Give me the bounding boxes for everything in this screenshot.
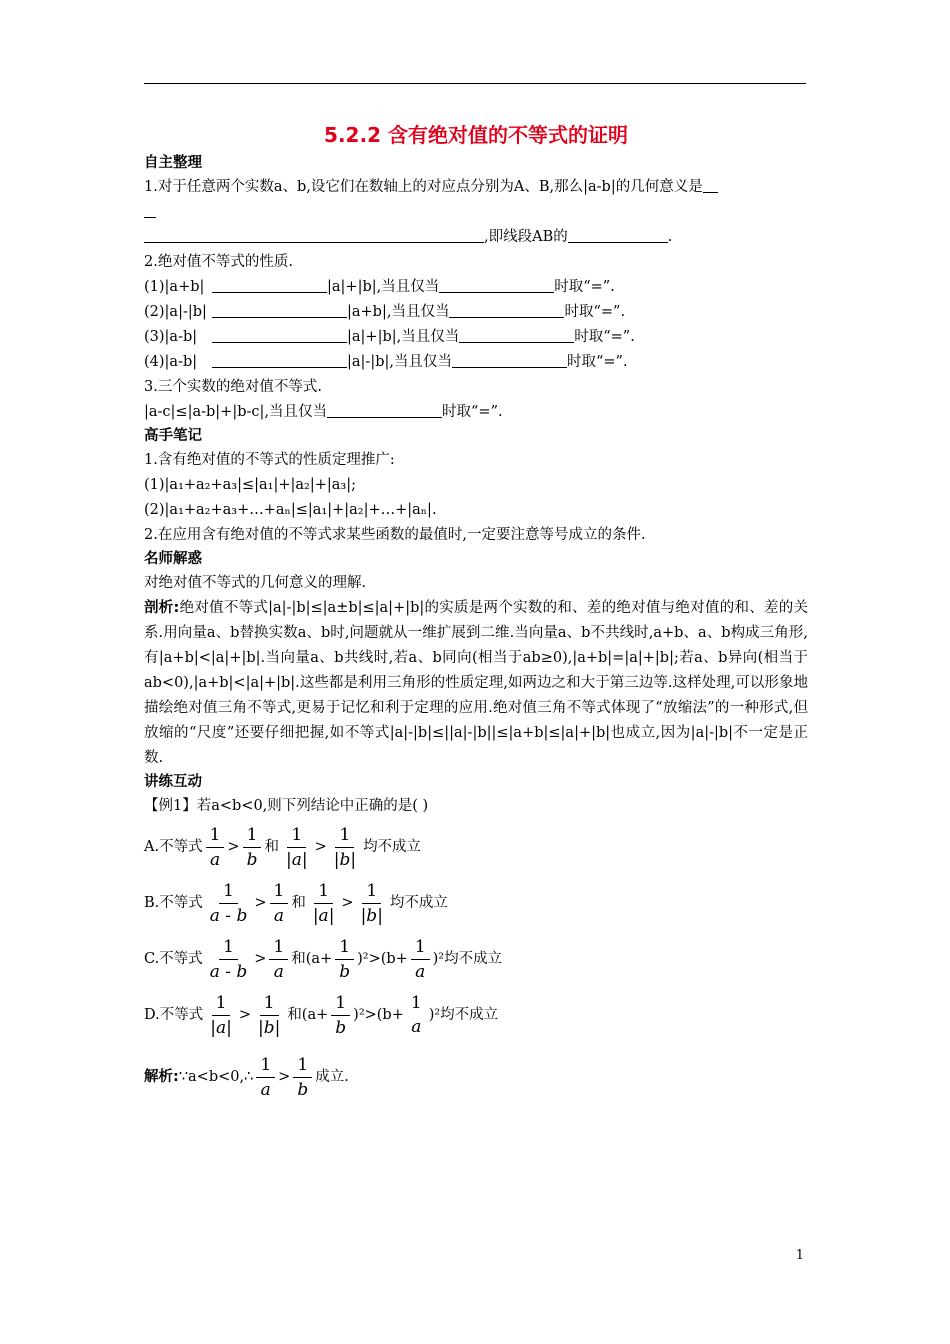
- connector: 和: [264, 838, 279, 855]
- denominator: b: [297, 1079, 309, 1100]
- solution: [144, 1049, 808, 1105]
- denominator: |b|: [257, 1017, 281, 1038]
- question-1-text: 1.对于任意两个实数a、b,设它们在数轴上的对应点分别为A、B,那么|a-b|的几何意义是: [144, 179, 703, 195]
- answer-blank: [703, 177, 718, 193]
- answer-blank: [212, 327, 347, 343]
- denominator: a - b: [209, 961, 248, 982]
- fraction: [254, 991, 284, 1040]
- numerator: 1: [219, 879, 238, 904]
- denominator: |a|: [312, 905, 335, 926]
- document-body: [144, 118, 808, 1105]
- question-1: [144, 175, 808, 250]
- operator: >: [254, 950, 267, 967]
- notes-line: 2.在应用含有绝对值的不等式求某些函数的最值时,一定要注意等号成立的条件.: [144, 527, 646, 543]
- property-tail: 时取“=”.: [564, 304, 626, 320]
- denominator: a: [273, 961, 284, 982]
- answer-blank: [568, 227, 668, 243]
- triangle-inequality: [144, 400, 808, 425]
- fraction: [206, 823, 225, 872]
- answer-blank: [459, 327, 574, 343]
- operator: >: [314, 838, 327, 855]
- numerator: 1: [335, 823, 354, 848]
- page-number: 1: [795, 1248, 804, 1263]
- section-heading-notes: 高手笔记: [144, 428, 202, 444]
- connector: 和(a+: [287, 1006, 329, 1023]
- numerator: 1: [362, 879, 381, 904]
- option-c: [144, 931, 808, 987]
- section-heading-practice: 讲练互动: [144, 774, 202, 790]
- numerator: 1: [287, 823, 306, 848]
- numerator: 1: [314, 879, 333, 904]
- explanation-intro: 对绝对值不等式的几何意义的理解.: [144, 575, 367, 591]
- solution-label: 解析:: [144, 1068, 179, 1085]
- option-d: [144, 987, 808, 1043]
- analysis-label: 剖析:: [144, 600, 180, 616]
- property-lhs: (1)|a+b|: [144, 279, 205, 295]
- numerator: 1: [219, 935, 238, 960]
- property-rhs: |a|+|b|,当且仅当: [327, 279, 440, 295]
- analysis-body: 绝对值不等式|a|-|b|≤|a±b|≤|a|+|b|的实质是两个实数的和、差的绝对值与绝对值的和、差的关系.用向量a、b替换实数a、b时,问题就从一维扩展到二维.当向量a、b不共线时,a+b、a、b构成三角形,有|a+b|<|a|+|b|.当向量a、b共线时,若a、b同向(相当于ab≥0),|a+b|=|a|+|b|;若a、b异向(相当于ab<0),|a+b|<|a|+|b|.这些都是利用三角形的性质定理,如两边之和大于第三边等.这样处理,可以形象地描绘绝对值三角不等式,更易于记忆和利于定理的应用.绝对值三角不等式体现了“放缩法”的一种形式,但放缩的“尺度”还要仔细把握,如不等式|a|-|b|≤||a|-|b||≤|a+b|≤|a|+|b|也成立,因为|a|-|b|不一定是正数.: [144, 600, 808, 766]
- analysis-paragraph: [144, 596, 808, 771]
- fraction: [357, 879, 387, 928]
- option-label: B.不等式: [144, 894, 203, 911]
- notes-line: (2)|a₁+a₂+a₃+…+aₙ|≤|a₁|+|a₂|+…+|aₙ|.: [144, 502, 437, 518]
- operator: >: [278, 1068, 291, 1085]
- denominator: a: [415, 961, 426, 982]
- option-label: C.不等式: [144, 950, 203, 967]
- numerator: 1: [260, 991, 279, 1016]
- numerator: 1: [270, 879, 289, 904]
- property-tail: 时取“=”.: [574, 329, 635, 345]
- section-heading-explanation: 名师解惑: [144, 551, 202, 567]
- property-lhs: (2)|a|-|b|: [144, 304, 207, 320]
- fraction: [411, 935, 430, 984]
- notes-line: 1.含有绝对值的不等式的性质定理推广:: [144, 452, 395, 468]
- property-lhs: (3)|a-b|: [144, 329, 198, 345]
- connector: 和(a+: [291, 950, 333, 967]
- property-tail: 时取“=”.: [554, 279, 615, 295]
- denominator: |a|: [210, 1017, 232, 1038]
- answer-blank: [212, 277, 327, 293]
- notes-line: (1)|a₁+a₂+a₃|≤|a₁|+|a₂|+|a₃|;: [144, 477, 356, 493]
- denominator: a: [209, 849, 221, 870]
- answer-blank: [212, 302, 347, 318]
- denominator: |a|: [285, 849, 308, 870]
- answer-blank: [439, 277, 554, 293]
- fraction: [243, 823, 262, 872]
- property-rhs: |a|+|b|,当且仅当: [347, 329, 460, 345]
- denominator: b: [339, 961, 351, 982]
- answer-blank: [212, 352, 347, 368]
- page-title: 5.2.2 含有绝对值的不等式的证明: [324, 123, 628, 147]
- property-rhs: |a+b|,当且仅当: [347, 304, 450, 320]
- question-2: 2.绝对值不等式的性质.: [144, 254, 293, 270]
- answer-blank: [144, 227, 484, 243]
- fraction: [270, 879, 289, 928]
- operator: >: [227, 838, 240, 855]
- triangle-inequality-text: |a-c|≤|a-b|+|b-c|,当且仅当: [144, 404, 328, 420]
- option-label: D.不等式: [144, 1006, 204, 1023]
- fraction: [206, 991, 236, 1040]
- denominator: a: [260, 1079, 271, 1100]
- fraction: [206, 935, 252, 984]
- fraction: [335, 935, 354, 984]
- numerator: 1: [206, 823, 225, 848]
- question-1-text-b: ,即线段AB的: [484, 229, 568, 245]
- option-tail: 均不成立: [363, 838, 422, 855]
- solution-text: ∵a<b<0,∴: [178, 1068, 254, 1085]
- fraction: [206, 879, 252, 928]
- property-item: [144, 325, 808, 350]
- triangle-inequality-tail: 时取“=”.: [442, 404, 503, 420]
- property-item: [144, 300, 808, 325]
- header-rule: [144, 83, 806, 84]
- numerator: 1: [411, 935, 430, 960]
- denominator: |b|: [360, 905, 383, 926]
- question-1-end: .: [667, 229, 673, 245]
- answer-blank: [452, 352, 567, 368]
- option-b: [144, 875, 808, 931]
- operator: >: [341, 894, 354, 911]
- option-a: [144, 819, 808, 875]
- fraction: [331, 991, 350, 1040]
- fraction: [269, 935, 288, 984]
- denominator: b: [335, 1017, 347, 1038]
- solution-tail: 成立.: [315, 1068, 349, 1085]
- option-label: A.不等式: [144, 838, 203, 855]
- property-item: [144, 275, 808, 300]
- operator: >: [254, 894, 267, 911]
- numerator: 1: [293, 1053, 312, 1078]
- fraction: [330, 823, 360, 872]
- property-lhs: (4)|a-b|: [144, 354, 198, 370]
- answer-blank: [449, 302, 564, 318]
- option-tail: )²均不成立: [428, 1006, 499, 1023]
- denominator: |b|: [333, 849, 357, 870]
- section-heading-self-study: 自主整理: [144, 155, 202, 171]
- fraction: [407, 991, 426, 1039]
- denominator: a: [411, 1017, 422, 1037]
- property-rhs: |a|-|b|,当且仅当: [347, 354, 452, 370]
- numerator: 1: [410, 993, 422, 1013]
- numerator: 1: [243, 823, 262, 848]
- answer-blank: [327, 402, 442, 418]
- fraction: [282, 823, 312, 872]
- numerator: 1: [331, 991, 350, 1016]
- connector: )²>(b+: [357, 950, 408, 967]
- example-question: 【例1】若a<b<0,则下列结论中正确的是( ): [144, 798, 429, 814]
- operator: >: [238, 1006, 251, 1023]
- fraction: [293, 1053, 312, 1102]
- denominator: a - b: [209, 905, 248, 926]
- numerator: 1: [256, 1053, 275, 1078]
- property-item: [144, 350, 808, 375]
- fraction: [256, 1053, 275, 1102]
- denominator: b: [246, 849, 258, 870]
- answer-blank: [144, 202, 156, 218]
- question-3: 3.三个实数的绝对值不等式.: [144, 379, 322, 395]
- option-tail: )²均不成立: [432, 950, 503, 967]
- denominator: a: [273, 905, 284, 926]
- connector: 和: [291, 894, 306, 911]
- numerator: 1: [335, 935, 354, 960]
- numerator: 1: [269, 935, 288, 960]
- option-tail: 均不成立: [389, 894, 448, 911]
- property-tail: 时取“=”.: [566, 354, 628, 370]
- numerator: 1: [212, 991, 231, 1016]
- connector: )²>(b+: [353, 1006, 404, 1023]
- fraction: [309, 879, 339, 928]
